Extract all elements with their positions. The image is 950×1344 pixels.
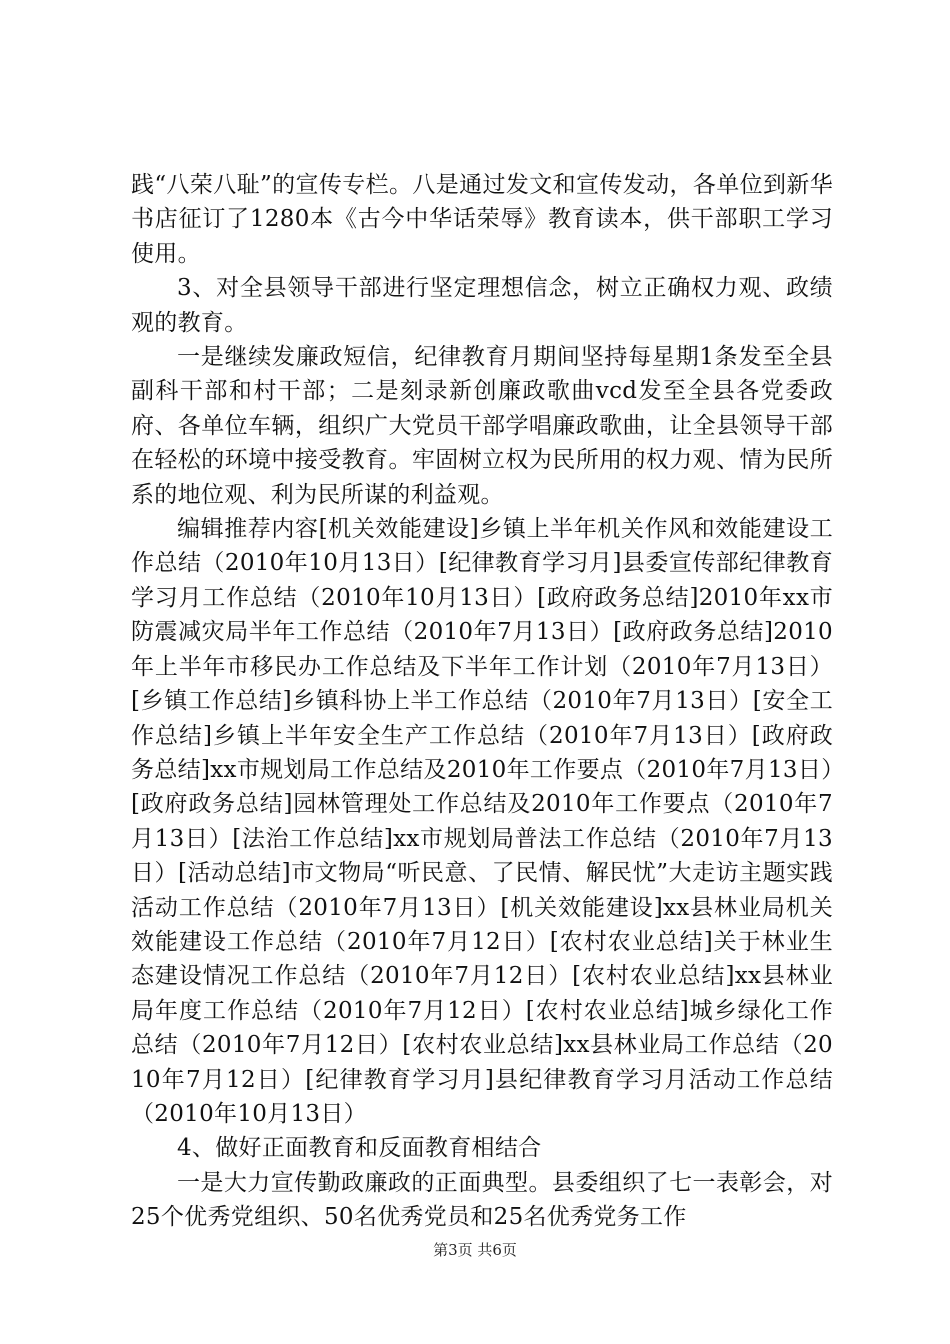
- paragraph-2: 3、对全县领导干部进行坚定理想信念，树立正确权力观、政绩观的教育。: [131, 275, 833, 336]
- document-body: [131, 168, 833, 1235]
- paragraph-6: 一是大力宣传勤政廉政的正面典型。县委组织了七一表彰会，对25个优秀党组织、50名优秀党员和25名优秀党务工作: [131, 1169, 833, 1231]
- paragraph-1: 践“八荣八耻”的宣传专栏。八是通过发文和宣传发动，各单位到新华书店征订了1280本《古今中华话荣辱》教育读本，供干部职工学习使用。: [131, 172, 833, 267]
- paragraph-3: 一是继续发廉政短信，纪律教育月期间坚持每星期1条发至全县副科干部和村干部；二是刻录新创廉政歌曲vcd发至全县各党委政府、各单位车辆，组织广大党员干部学唱廉政歌曲，让全县领导干部在轻松的环境中接受教育。牢固树立权为民所用的权力观、情为民所系的地位观、利为民所谋的利益观。: [131, 344, 833, 508]
- paragraph-5: 4、做好正面教育和反面教育相结合: [177, 1135, 542, 1162]
- paragraph-4: 编辑推荐内容[机关效能建设]乡镇上半年机关作风和效能建设工作总结（2010年10月13日）[纪律教育学习月]县委宣传部纪律教育学习月工作总结（2010年10月13日）[政府政务总结]2010年xx市防震减灾局半年工作总结（2010年7月13日）[政府政务总结]2010年上半年市移民办工作总结及下半年工作计划（2010年7月13日）[乡镇工作总结]乡镇科协上半工作总结（2010年7月13日）[安全工作总结]乡镇上半年安全生产工作总结（2010年7月13日）[政府政务总结]xx市规划局工作总结及2010年工作要点（2010年7月13日）[政府政务总结]园林管理处工作总结及2010年工作要点（2010年7月13日）[法治工作总结]xx市规划局普法工作总结（2010年7月13日）[活动总结]市文物局“听民意、了民情、解民忧”大走访主题实践活动工作总结（2010年7月13日）[机关效能建设]xx县林业局机关效能建设工作总结（2010年7月12日）[农村农业总结]关于林业生态建设情况工作总结（2010年7月12日）[农村农业总结]xx县林业局年度工作总结（2010年7月12日）[农村农业总结]城乡绿化工作总结（2010年7月12日）[农村农业总结]xx县林业局工作总结（2010年7月12日）[纪律教育学习月]县纪律教育学习月活动工作总结（2010年10月13日）: [131, 516, 833, 1127]
- page-number-footer: 第3页 共6页: [433, 1241, 517, 1259]
